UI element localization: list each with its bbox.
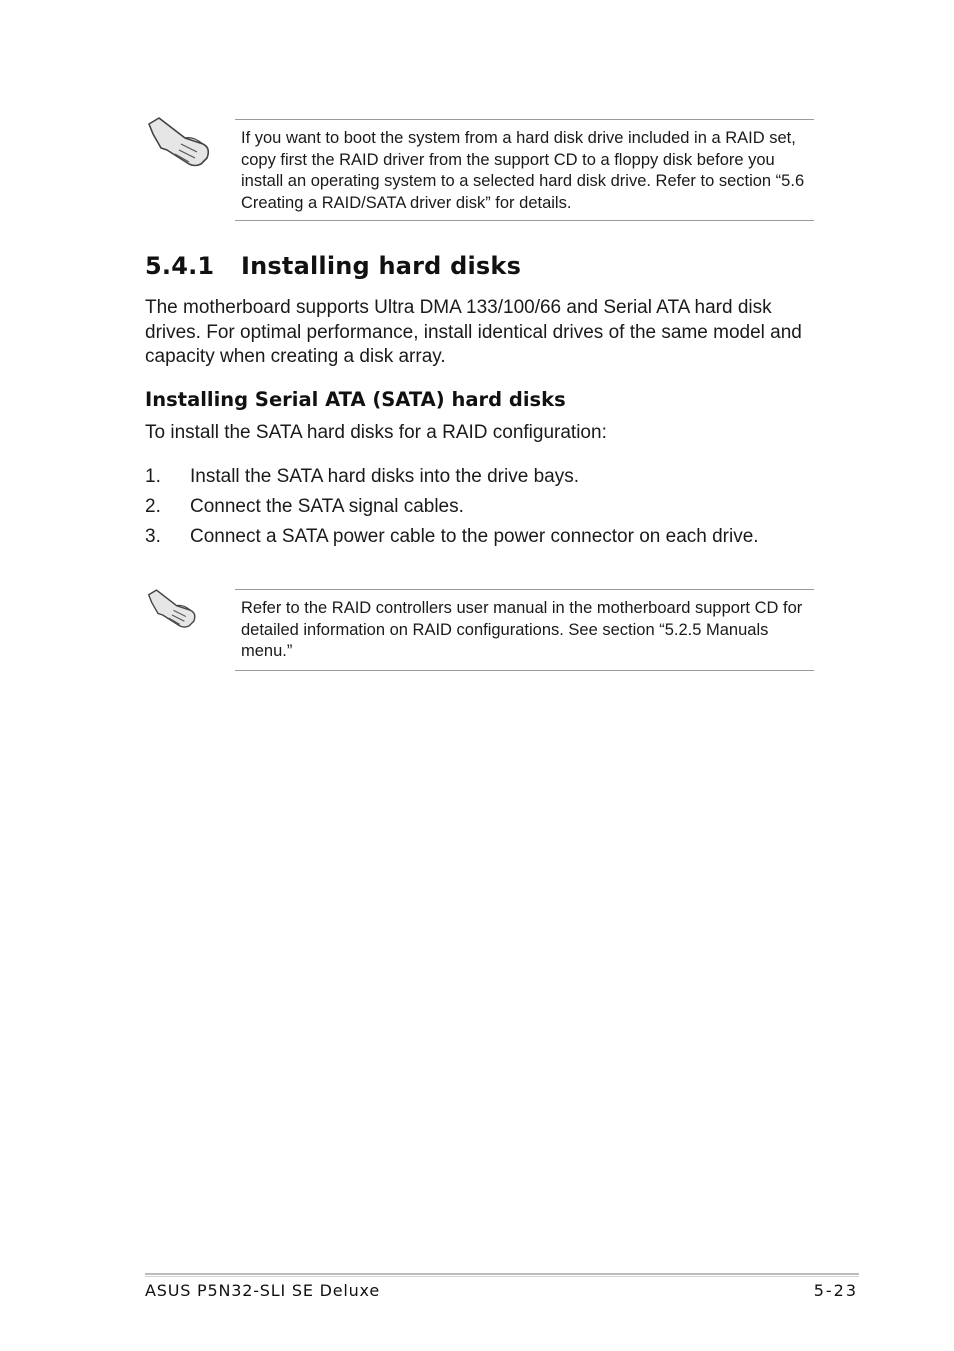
step-text: Install the SATA hard disks into the drive bays. xyxy=(190,466,579,487)
pointing-hand-icon xyxy=(145,114,213,168)
list-item xyxy=(145,495,759,519)
footer-page-number: 5-23 xyxy=(813,1281,858,1300)
step-number: 2. xyxy=(145,496,161,517)
subsection-intro: To install the SATA hard disks for a RAID configuration: xyxy=(145,422,607,443)
note-text: If you want to boot the system from a hard disk drive included in a RAID set, copy first the RAID driver from the support CD to a floppy disk before you install an operating system to a selected hard disk drive. Refer to section “5.6 Creating a RAID/SATA driver disk” for details. xyxy=(241,129,805,212)
step-text: Connect a SATA power cable to the power connector on each drive. xyxy=(190,526,759,547)
footer-divider xyxy=(145,1273,859,1275)
footer-divider xyxy=(145,1276,859,1277)
section-body: The motherboard supports Ultra DMA 133/100/66 and Serial ATA hard disk drives. For optimal performance, install identical drives of the same model and capacity when creating a disk array. xyxy=(145,297,802,367)
note-box xyxy=(235,119,814,221)
step-number: 3. xyxy=(145,526,161,547)
pointing-hand-icon xyxy=(145,587,199,629)
list-item xyxy=(145,525,759,549)
note-text: Refer to the RAID controllers user manual in the motherboard support CD for detailed information on RAID configurations. See section “5.2.5 Manuals menu.” xyxy=(241,599,803,660)
section-title: Installing hard disks xyxy=(241,252,522,280)
subsection-heading: Installing Serial ATA (SATA) hard disks xyxy=(145,388,566,411)
steps-list xyxy=(145,465,759,549)
footer-product-name: ASUS P5N32-SLI SE Deluxe xyxy=(145,1281,380,1300)
note-box xyxy=(235,589,814,671)
section-number: 5.4.1 xyxy=(145,252,215,280)
list-item xyxy=(145,465,759,489)
section-heading xyxy=(145,252,521,280)
step-number: 1. xyxy=(145,466,161,487)
step-text: Connect the SATA signal cables. xyxy=(190,496,464,517)
